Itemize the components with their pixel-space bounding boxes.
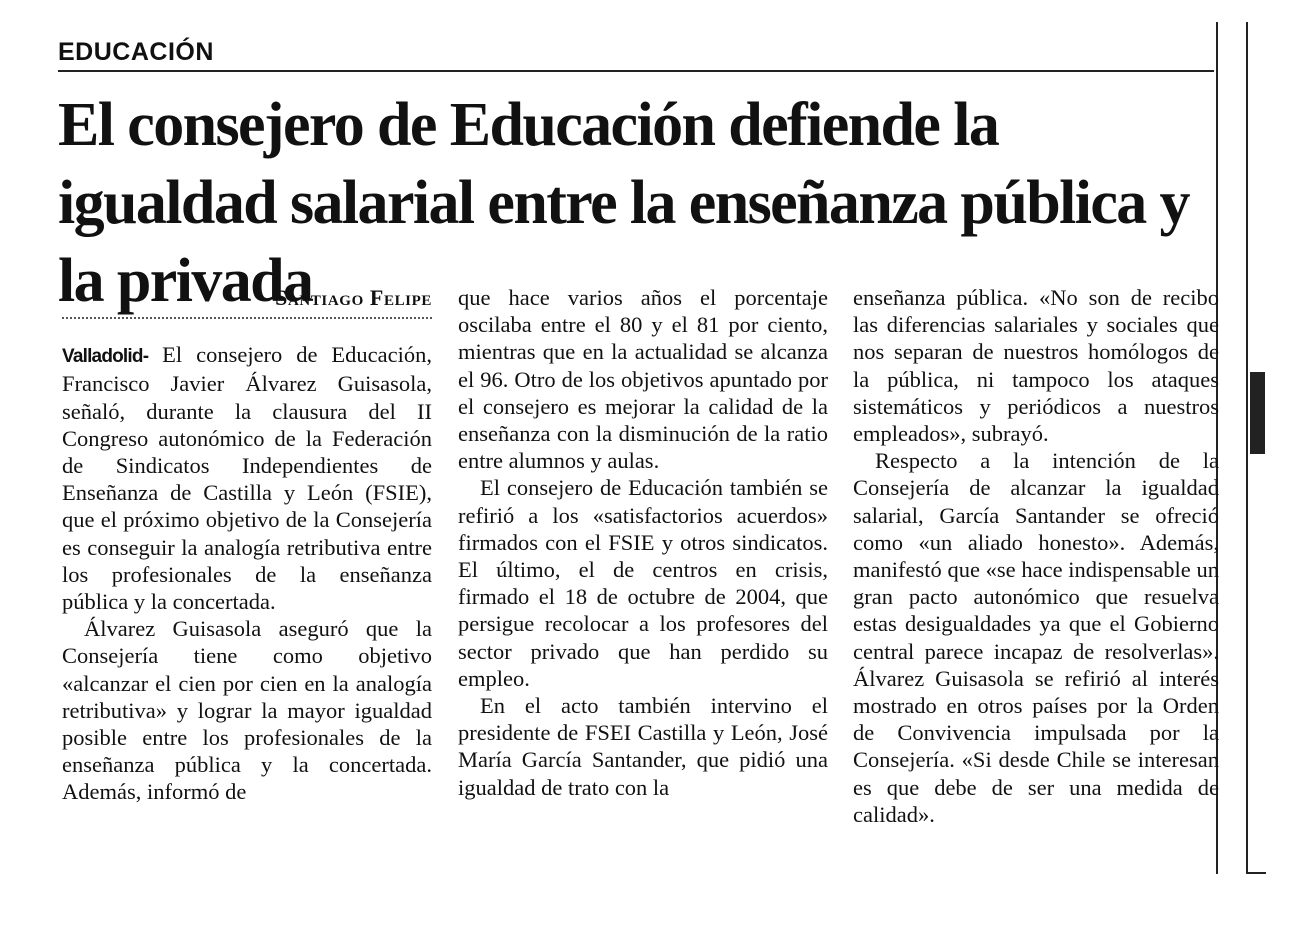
paragraph: Respecto a la intención de la Consejería de alcanzar la igualdad salarial, García Santander se ofreció como «un aliado honesto». Además, manifestó que «se hace indispensable un gran pacto autonómico que resuelva estas desigualdades ya que el Gobierno central parece incapaz de resolverlas». Álvarez Guisasola se refirió al interés mostrado en otros países por la Orden de Convivencia impulsada por la Consejería. «Si desde Chile se interesan es que debe de ser una medida de calidad». [853,448,1219,827]
page-marker [1250,372,1265,454]
paragraph: Álvarez Guisasola aseguró que la Consejería tiene como objetivo «alcanzar el cien por cien en la analogía retributiva» y lograr la mayor igualdad posible entre los profesionales de la enseñanza pública y la concertada. Además, informó de [62,616,432,805]
paragraph: El consejero de Educación también se refirió a los «satisfactorios acuerdos» firmados con el FSIE y otros sindicatos. El último, el de centros en crisis, firmado el 18 de octubre de 2004, que persigue recolocar a los profesores del sector privado que han perdido su empleo. [458,475,828,691]
article-column-1 [62,284,432,806]
section-label: EDUCACIÓN [58,38,214,66]
paragraph-text: El consejero de Educación, Francisco Javier Álvarez Guisasola, señaló, durante la clausura del II Congreso autonómico de la Federación de Sindicatos Independientes de Enseñanza de Castilla y León (FSIE), que el próximo objetivo de la Consejería es conseguir la analogía retributiva entre los profesionales de la enseñanza pública y la concertada. [62,342,432,615]
byline: Santiago Felipe [62,284,432,319]
dateline: Valladolid- [62,346,149,368]
article-column-2 [458,284,828,801]
page-end-mark [1246,872,1266,874]
paragraph: que hace varios años el porcentaje oscilaba entre el 80 y el 81 por ciento, mientras que en la actualidad se alcanza el 96. Otro de los objetivos apuntado por el consejero es mejorar la calidad de la enseñanza con la disminución de la ratio entre alumnos y aulas. [458,285,828,474]
headline: El consejero de Educación defiende la igualdad salarial entre la enseñanza pública y la privada [58,91,1189,315]
page-edge-rule-outer [1246,22,1248,874]
article-column-3 [853,284,1219,828]
paragraph: En el acto también intervino el presidente de FSEI Castilla y León, José María García Santander, que pidió una igualdad de trato con la [458,693,828,800]
section-rule [58,70,1214,72]
paragraph: enseñanza pública. «No son de recibo las diferencias salariales y sociales que nos separan de nuestros homólogos de la pública, ni tampoco los ataques sistemáticos y periódicos a nuestros empleados», subrayó. [853,285,1219,447]
paragraph [62,341,432,615]
